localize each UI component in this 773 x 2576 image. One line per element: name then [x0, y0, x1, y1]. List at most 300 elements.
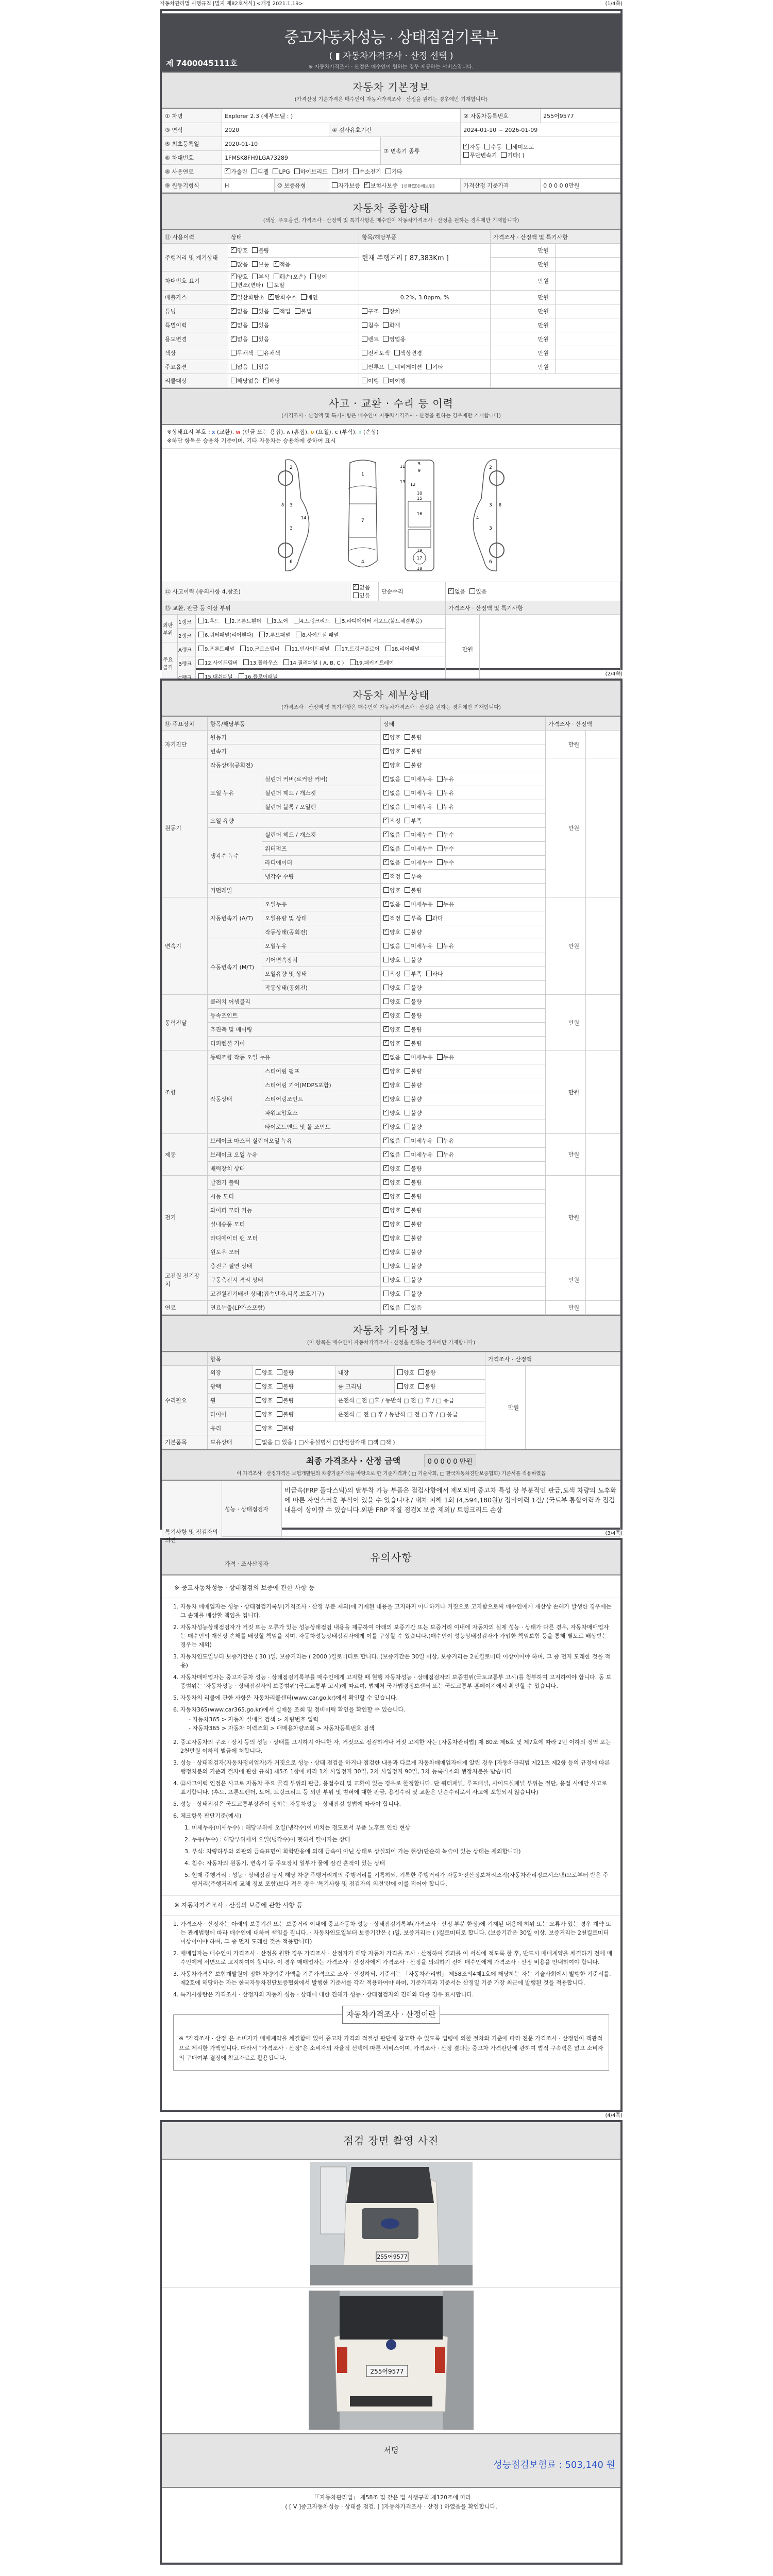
- option-label: 매연: [307, 294, 318, 301]
- part-checkbox[interactable]: [198, 659, 204, 665]
- checkbox[interactable]: [353, 168, 359, 174]
- checkbox[interactable]: [418, 1369, 424, 1375]
- checkbox[interactable]: [405, 1165, 410, 1171]
- checkbox[interactable]: [383, 1096, 389, 1101]
- car-top-view-icon: [342, 457, 383, 573]
- notes-list-1: [169, 1602, 613, 1714]
- svg-text:2: 2: [489, 465, 492, 470]
- option-label: 없음: [455, 588, 466, 595]
- option: [383, 998, 400, 1005]
- checkbox[interactable]: [353, 592, 359, 598]
- option: [383, 378, 406, 384]
- label: ⑦ 변속기 종류: [381, 137, 461, 165]
- checkbox[interactable]: [383, 873, 389, 879]
- checkbox[interactable]: [437, 1054, 443, 1060]
- checkbox[interactable]: [256, 1397, 261, 1403]
- checkbox[interactable]: [383, 915, 389, 921]
- checkbox[interactable]: [383, 790, 389, 795]
- checkbox[interactable]: [405, 734, 410, 740]
- checkbox[interactable]: [383, 929, 389, 935]
- option: [383, 845, 400, 852]
- checkbox[interactable]: [405, 818, 410, 823]
- checkbox[interactable]: [383, 901, 389, 907]
- svg-text:3: 3: [489, 526, 492, 531]
- part-checkbox[interactable]: [240, 646, 246, 651]
- checkbox[interactable]: [405, 1263, 410, 1268]
- checkbox[interactable]: [397, 1369, 403, 1375]
- option: [273, 168, 290, 175]
- checkbox[interactable]: [405, 1012, 410, 1018]
- label: ⑨ 원동기형식: [162, 179, 222, 193]
- part-checkbox[interactable]: [198, 673, 204, 679]
- note-item: 2. 중고자동차의 구조 · 장치 등의 성능 · 상태를 고지하지 아니한 자, 거짓으로 점검하거나 거짓 고지한 자는 [자동차관리법] 제 80조 제6호 및 제7호에 따라 2년 이하의 징역 또는 2천만원 이하의 벌금에 처합니다.: [180, 1738, 613, 1755]
- checkbox[interactable]: [383, 845, 389, 851]
- checkbox[interactable]: [301, 294, 307, 300]
- checkbox[interactable]: [383, 776, 389, 782]
- checkbox[interactable]: [437, 776, 443, 782]
- signature-section: [162, 2433, 620, 2488]
- checkbox[interactable]: [405, 1082, 410, 1088]
- checkbox[interactable]: [231, 274, 237, 279]
- option: [394, 350, 423, 357]
- checkbox[interactable]: [394, 350, 400, 355]
- svg-text:4: 4: [476, 515, 479, 520]
- checkbox[interactable]: [277, 1425, 282, 1431]
- checkbox[interactable]: [405, 985, 410, 990]
- checkbox[interactable]: [256, 1439, 261, 1445]
- option: [383, 943, 400, 950]
- warranty-company: [신한EZ손해보험]: [401, 184, 435, 189]
- checkbox[interactable]: [310, 274, 316, 279]
- row-label: 튜닝: [162, 304, 228, 318]
- option: [405, 1207, 422, 1214]
- option: [364, 182, 398, 189]
- part-2: 2: [290, 465, 293, 470]
- option: [405, 1012, 422, 1019]
- checkbox[interactable]: [383, 1277, 389, 1282]
- checkbox[interactable]: [277, 1411, 282, 1417]
- label: ⑤ 최초등록일: [162, 137, 222, 151]
- checkbox[interactable]: [405, 845, 410, 851]
- option: [405, 901, 433, 908]
- checkbox[interactable]: [277, 1369, 282, 1375]
- checkbox[interactable]: [405, 776, 410, 782]
- checkbox[interactable]: [353, 584, 359, 590]
- option: [437, 804, 454, 810]
- checkbox[interactable]: [405, 1110, 410, 1115]
- option: [383, 859, 400, 866]
- checkbox[interactable]: [252, 336, 258, 342]
- part-checkbox[interactable]: [283, 659, 289, 665]
- option-label: 불량: [411, 1096, 422, 1103]
- option-label: 누유: [443, 804, 455, 810]
- box-title: 자동차가격조사 · 산정이란: [342, 2006, 440, 2024]
- checkbox[interactable]: [231, 294, 237, 300]
- checkbox[interactable]: [383, 1179, 389, 1185]
- checkbox[interactable]: [231, 336, 237, 342]
- part-checkbox[interactable]: [335, 646, 341, 651]
- part-checkbox[interactable]: [294, 618, 299, 623]
- svg-text:3: 3: [489, 502, 492, 508]
- checkbox[interactable]: [405, 901, 410, 907]
- checkbox[interactable]: [405, 929, 410, 935]
- checkbox[interactable]: [437, 1138, 443, 1143]
- checkbox[interactable]: [364, 182, 370, 188]
- group-label: 고전원 전기장치: [162, 1259, 208, 1301]
- checkbox[interactable]: [383, 1124, 389, 1129]
- part-checkbox[interactable]: [225, 618, 231, 623]
- checkbox[interactable]: [405, 887, 410, 893]
- option-label: 장치: [389, 308, 400, 315]
- checkbox[interactable]: [256, 1425, 261, 1431]
- criteria-item: 5. 현재 주행거리 : 성능 · 상태점검 당시 해당 차량 주행거리계의 주행거리를 기록하되, 기록한 주행거리가 자동차전산정보처리조직(자동차관리정보시스템)으로부터 받은 주행거리(주행거리계 교체 정보 포함)보다 적은 경우 '특기사항 및 점검자의 의견'란에 이를 적어야 합니다.: [192, 1871, 613, 1888]
- checkbox[interactable]: [383, 1235, 389, 1241]
- checkbox[interactable]: [256, 1411, 261, 1417]
- checkbox[interactable]: [295, 308, 300, 314]
- checkbox[interactable]: [405, 971, 410, 976]
- checkbox[interactable]: [418, 1383, 424, 1389]
- option-label: 미세누유: [411, 804, 433, 810]
- checkbox[interactable]: [277, 1397, 282, 1403]
- checkbox[interactable]: [405, 1193, 410, 1199]
- option-label: 수동: [491, 143, 502, 150]
- checkbox[interactable]: [383, 1054, 389, 1060]
- checkbox[interactable]: [463, 152, 469, 158]
- checkbox[interactable]: [383, 308, 389, 314]
- checkbox[interactable]: [263, 378, 269, 383]
- row-label: 주요옵션: [162, 360, 228, 374]
- checkbox[interactable]: [225, 168, 230, 174]
- checkbox[interactable]: [383, 1207, 389, 1213]
- checkbox[interactable]: [405, 1207, 410, 1213]
- checkbox[interactable]: [362, 308, 367, 314]
- checkbox[interactable]: [405, 859, 410, 865]
- option: [252, 364, 269, 370]
- page-number: (2/4쪽): [605, 671, 623, 677]
- note-item: 4. 자동차매매업자는 중고자동차 성능 · 상태점검기록부를 매수인에게 고지할 때 현행 자동차성능 · 상태점검자의 보증범위(국토교통부 고시)를 첨부하여 고지하여야 합니다. 동 보증범위는 '자동차성능 · 상태점검자의 보증범위'(국토교통부 고시)에 따르며, 법제처 국가법령정보센터 또는 국토교통부 홈페이지에서 확인할 수 있습니다.: [180, 1673, 613, 1690]
- checkbox[interactable]: [397, 1383, 403, 1389]
- checkbox[interactable]: [252, 274, 258, 279]
- checkbox[interactable]: [252, 261, 258, 267]
- checkbox[interactable]: [405, 915, 410, 921]
- checkbox[interactable]: [405, 957, 410, 962]
- checkbox[interactable]: [383, 734, 389, 740]
- checkbox[interactable]: [383, 1263, 389, 1268]
- part-checkbox[interactable]: [243, 659, 249, 665]
- checkbox[interactable]: [405, 1138, 410, 1143]
- option-label: 없음: [237, 336, 248, 343]
- option-label: 적정: [390, 915, 401, 922]
- part-15: 15: [417, 496, 423, 501]
- checkbox[interactable]: [273, 168, 278, 174]
- table-row: 배력장치 상태 ✓ 양호 불량: [162, 1162, 620, 1176]
- group-label: 제동: [162, 1134, 208, 1176]
- table-row: 윈도우 모터 ✓ 양호 불량: [162, 1245, 620, 1259]
- table-row: 라디에이터 팬 모터 ✓ 양호 불량: [162, 1231, 620, 1245]
- checkbox[interactable]: [448, 588, 454, 594]
- svg-text:8: 8: [499, 502, 502, 507]
- option-label: 불량: [411, 1193, 422, 1200]
- checkbox[interactable]: [437, 901, 443, 907]
- checkbox[interactable]: [383, 1026, 389, 1032]
- option-label: 유채색: [263, 350, 280, 357]
- checkbox[interactable]: [231, 308, 237, 314]
- option: [383, 1165, 400, 1172]
- checkbox[interactable]: [385, 168, 391, 174]
- checkbox[interactable]: [383, 957, 389, 962]
- signature-title: 서명: [383, 2446, 399, 2455]
- note-subitem: - 자동차365 > 자동차 실매물 검색 > 차량번호 입력: [189, 1716, 319, 1723]
- option-label: 없음: [237, 322, 248, 329]
- checkbox[interactable]: [405, 1026, 410, 1032]
- checkbox[interactable]: [258, 350, 263, 355]
- table-row: 작동상태 스티어링 펌프 ✓ 양호 불량: [162, 1064, 620, 1078]
- part-9: 9: [418, 468, 421, 473]
- part-checkbox[interactable]: [198, 632, 204, 637]
- checkbox[interactable]: [383, 1068, 389, 1074]
- table-row: 작동상태(공회전) 양호 불량: [162, 981, 620, 995]
- checkbox[interactable]: [383, 322, 389, 328]
- checkbox[interactable]: [332, 168, 338, 174]
- section-title: 자동차 세부상태: [352, 689, 430, 701]
- part-checkbox[interactable]: [198, 618, 204, 623]
- checkbox[interactable]: [277, 1383, 282, 1389]
- checkbox[interactable]: [274, 308, 279, 314]
- checkbox[interactable]: [437, 859, 443, 865]
- option: [437, 790, 454, 796]
- option: [448, 588, 465, 595]
- checkbox[interactable]: [362, 364, 367, 369]
- checkbox[interactable]: [268, 294, 274, 300]
- option: [383, 336, 406, 343]
- checkbox[interactable]: [383, 998, 389, 1004]
- option-label: 양호: [390, 1068, 401, 1075]
- option: [405, 887, 422, 894]
- checkbox[interactable]: [383, 336, 389, 342]
- option-label: 과다: [432, 971, 443, 977]
- checkbox[interactable]: [405, 1054, 410, 1060]
- checkbox[interactable]: [405, 1124, 410, 1129]
- checkbox[interactable]: [405, 748, 410, 754]
- checkbox[interactable]: [405, 943, 410, 948]
- group-label: 변속기: [162, 897, 208, 995]
- checkbox[interactable]: [437, 943, 443, 948]
- checkbox[interactable]: [294, 168, 300, 174]
- option: [383, 873, 400, 880]
- notes-sublist: [169, 1715, 613, 1733]
- table-row: 특별이력 ✓ 없음 있음 침수 화재 만원: [162, 318, 620, 332]
- option-label: 렌트: [368, 336, 379, 343]
- checkbox[interactable]: [383, 1110, 389, 1115]
- part-checkbox[interactable]: [385, 646, 391, 651]
- table-row: [162, 374, 620, 388]
- checkbox[interactable]: [252, 364, 258, 369]
- section-title: 자동차 기타정보: [352, 1324, 430, 1336]
- option: [405, 762, 422, 769]
- option-label: 부족: [411, 971, 422, 977]
- checkbox[interactable]: [383, 762, 389, 768]
- checkbox[interactable]: [231, 364, 237, 369]
- checkbox[interactable]: [383, 1138, 389, 1143]
- option-label: 미세누유: [411, 790, 433, 796]
- option-label: 양호: [390, 998, 401, 1005]
- checkbox[interactable]: [383, 818, 389, 823]
- checkbox[interactable]: [274, 261, 279, 267]
- option-label: 있음: [359, 592, 371, 599]
- table-row: 수동변속기 (M/T) 오일누유 없음 미세누유 누유: [162, 939, 620, 953]
- checkbox[interactable]: [405, 1221, 410, 1227]
- checkbox[interactable]: [389, 364, 394, 369]
- option: [383, 1124, 400, 1130]
- checkbox[interactable]: [383, 804, 389, 809]
- checkbox[interactable]: [405, 1291, 410, 1296]
- checkbox[interactable]: [332, 182, 338, 188]
- checkbox[interactable]: [383, 1165, 389, 1171]
- checkbox[interactable]: [231, 247, 237, 253]
- option: [383, 1026, 400, 1033]
- table-row: 배출가스 ✓ 일산화탄소✓ 탄화수소 매연 0.2%, 3.0ppm, % 만원: [162, 291, 620, 304]
- checkbox[interactable]: [362, 350, 367, 355]
- option: [383, 887, 400, 894]
- checkbox[interactable]: [405, 804, 410, 809]
- checkbox[interactable]: [437, 845, 443, 851]
- option: [383, 1263, 400, 1269]
- checkbox[interactable]: [426, 971, 432, 976]
- checkbox[interactable]: [231, 261, 237, 267]
- checkbox[interactable]: [383, 971, 389, 976]
- checkbox[interactable]: [383, 859, 389, 865]
- final-price-basis: 이 가격조사 · 산정가격은 보험개발원의 차량기준가액을 바탕으로 한 기준가격과 ( □ 기술사회, □ 한국자동차진단보증협회) 기준서를 적용하였음: [237, 1471, 546, 1477]
- section-subtitle: (가격조사 · 산정액 및 특기사항은 매수인이 자동차가격조사 · 산정을 원하는 경우에만 기재합니다): [281, 413, 501, 419]
- checkbox[interactable]: [383, 943, 389, 948]
- checkbox[interactable]: [405, 1068, 410, 1074]
- checkbox[interactable]: [383, 748, 389, 754]
- checkbox[interactable]: [437, 790, 443, 795]
- option-label: 보통: [258, 261, 270, 268]
- checkbox[interactable]: [405, 1096, 410, 1101]
- checkbox[interactable]: [256, 1369, 261, 1375]
- option: [405, 1193, 422, 1200]
- checkbox[interactable]: [405, 998, 410, 1004]
- checkbox[interactable]: [251, 168, 257, 174]
- checkbox[interactable]: [231, 322, 237, 328]
- row-label: 리콜대상: [162, 374, 228, 388]
- checkbox[interactable]: [405, 1277, 410, 1282]
- notes-subheading: ※ 중고자동차성능 · 상태점검의 보증에 관한 사항 등: [162, 1579, 620, 1598]
- part-checkbox[interactable]: [335, 618, 341, 623]
- option: [353, 584, 370, 591]
- checkbox[interactable]: [383, 1040, 389, 1046]
- checkbox[interactable]: [501, 152, 507, 158]
- checkbox[interactable]: [252, 247, 258, 253]
- checkbox[interactable]: [405, 1235, 410, 1241]
- checkbox[interactable]: [274, 274, 279, 279]
- option: [405, 1124, 422, 1130]
- checkbox[interactable]: [231, 282, 237, 287]
- car-diagram: [162, 449, 620, 582]
- checkbox[interactable]: [256, 1383, 261, 1389]
- checkbox[interactable]: [405, 790, 410, 795]
- checkbox[interactable]: [383, 1291, 389, 1296]
- checkbox[interactable]: [383, 1012, 389, 1018]
- checkbox[interactable]: [405, 1040, 410, 1046]
- checkbox[interactable]: [383, 832, 389, 837]
- option-label: 미이행: [389, 378, 406, 384]
- checkbox[interactable]: [383, 1304, 389, 1310]
- report-note: ※ 자동차가격조사 · 산정은 매수인이 원하는 경우 제공하는 서비스입니다.: [308, 64, 474, 70]
- option-label: 적음: [279, 261, 291, 268]
- checkbox[interactable]: [383, 1221, 389, 1227]
- checkbox[interactable]: [231, 350, 237, 355]
- part-checkbox[interactable]: [267, 618, 273, 623]
- checkbox[interactable]: [437, 1151, 443, 1157]
- option-label: 해당: [269, 378, 280, 384]
- part-checkbox[interactable]: [350, 659, 356, 665]
- checkbox[interactable]: [383, 985, 389, 990]
- option-label: 불량: [411, 1263, 422, 1269]
- option: [252, 336, 269, 343]
- checkbox[interactable]: [383, 1151, 389, 1157]
- part-checkbox[interactable]: [259, 632, 265, 637]
- part-checkbox[interactable]: [285, 646, 291, 651]
- checkbox[interactable]: [426, 915, 432, 921]
- option: [231, 364, 248, 370]
- part-checkbox[interactable]: [296, 632, 301, 637]
- checkbox[interactable]: [405, 873, 410, 879]
- checkbox[interactable]: [383, 1249, 389, 1255]
- checkbox[interactable]: [362, 322, 367, 328]
- option-label: 불량: [411, 1040, 422, 1047]
- checkbox[interactable]: [463, 144, 469, 149]
- row-label: 색상: [162, 346, 228, 360]
- checkbox[interactable]: [469, 588, 475, 594]
- checkbox[interactable]: [383, 378, 389, 383]
- checkbox[interactable]: [405, 1151, 410, 1157]
- checkbox[interactable]: [231, 378, 237, 383]
- checkbox[interactable]: [362, 336, 367, 342]
- part-checkbox[interactable]: [239, 673, 244, 679]
- option-label: 불법: [300, 308, 312, 315]
- checkbox[interactable]: [405, 1179, 410, 1185]
- checkbox[interactable]: [484, 144, 490, 149]
- checkbox[interactable]: [252, 322, 258, 328]
- checkbox[interactable]: [506, 144, 512, 149]
- checkbox[interactable]: [437, 804, 443, 809]
- final-price: [162, 1449, 620, 1481]
- option-label: 양호: [390, 957, 401, 963]
- checkbox[interactable]: [426, 364, 432, 369]
- checkbox[interactable]: [405, 1304, 410, 1310]
- option-label: 보험사보증: [370, 182, 398, 189]
- license-plate: 255어9577: [376, 2253, 408, 2260]
- option-label: 가솔린: [231, 168, 248, 175]
- checkbox[interactable]: [252, 308, 258, 314]
- table-row: 워터펌프 ✓ 없음 미세누수 누수: [162, 842, 620, 856]
- checkbox[interactable]: [405, 832, 410, 837]
- table-row: 실린더 헤드 / 개스킷 ✓ 없음 미세누유 누유: [162, 786, 620, 800]
- checkbox[interactable]: [405, 762, 410, 768]
- checkbox[interactable]: [437, 832, 443, 837]
- part-checkbox[interactable]: [198, 646, 204, 651]
- option: [383, 1304, 400, 1311]
- checkbox[interactable]: [267, 282, 273, 287]
- checkbox[interactable]: [405, 1249, 410, 1255]
- checkbox[interactable]: [362, 378, 367, 383]
- option-label: 변조(변타): [237, 282, 264, 289]
- checkbox[interactable]: [383, 1193, 389, 1199]
- checkbox[interactable]: [383, 887, 389, 893]
- checkbox[interactable]: [383, 1082, 389, 1088]
